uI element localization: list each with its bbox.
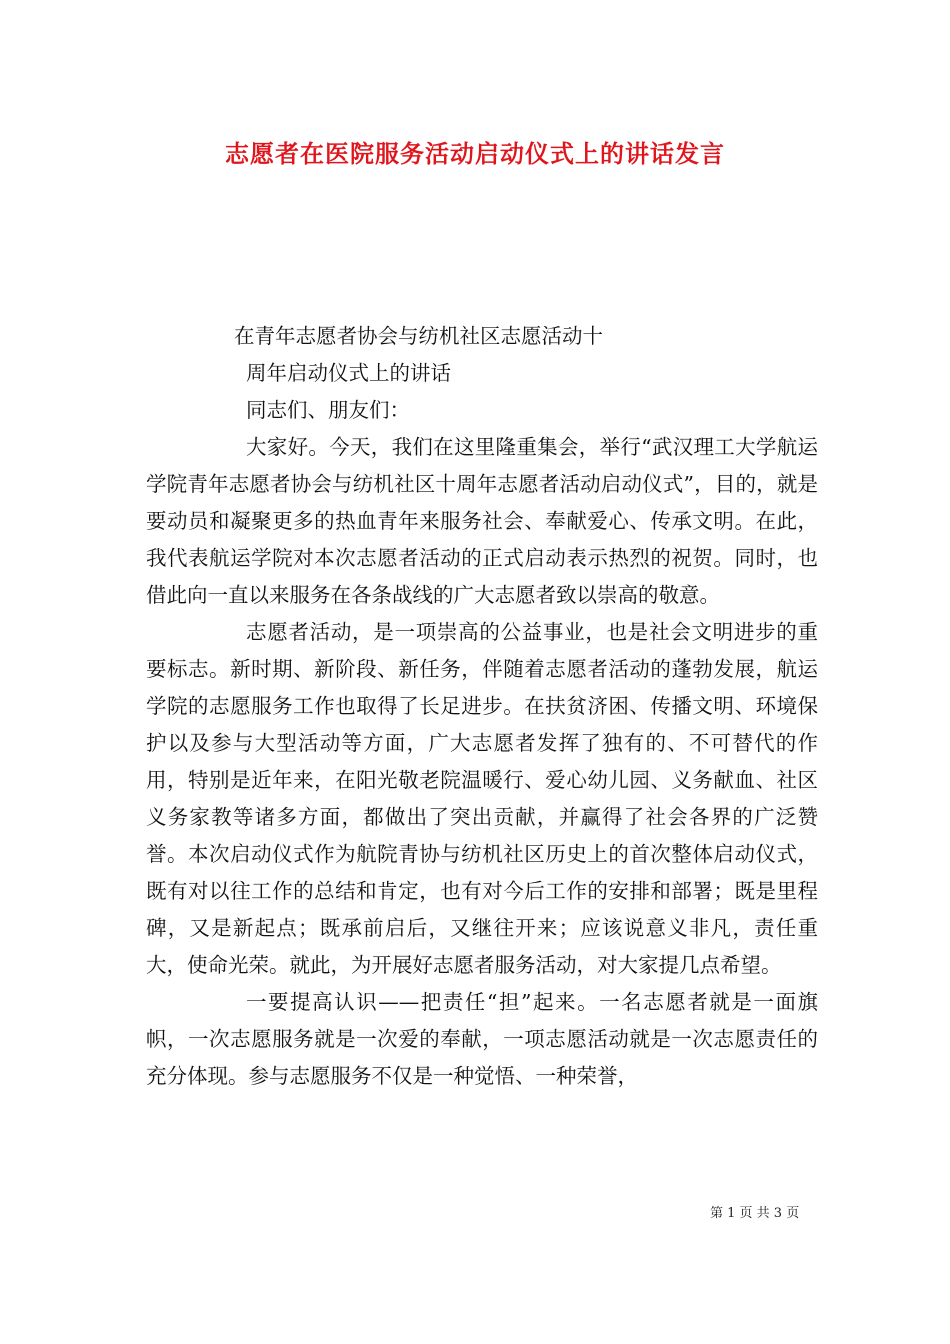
page-number-footer: 第 1 页 共 3 页 — [710, 1206, 800, 1221]
paragraph-1: 大家好。今天，我们在这里隆重集会，举行“武汉理工大学航运学院青年志愿者协会与纺机社区十周年志愿者活动启动仪式”，目的，就是要动员和凝聚更多的热血青年来服务社会、奉献爱心、传承文明。在此，我代表航运学院对本次志愿者活动的正式启动表示热烈的祝贺。同时，也借此向一直以来服务在各条战线的广大志愿者致以崇高的敬意。 — [146, 435, 818, 607]
document-body — [146, 318, 818, 1095]
document-title: 志愿者在医院服务活动启动仪式上的讲话发言 — [225, 139, 725, 168]
paragraph-3: 一要提高认识——把责任“担”起来。一名志愿者就是一面旗帜，一次志愿服务就是一次爱的奉献，一项志愿活动就是一次志愿责任的充分体现。参与志愿服务不仅是一种觉悟、一种荣誉， — [146, 990, 818, 1088]
salutation: 同志们、朋友们： — [246, 398, 410, 422]
paragraph-2: 志愿者活动，是一项崇高的公益事业，也是社会文明进步的重要标志。新时期、新阶段、新任务，伴随着志愿者活动的蓬勃发展，航运学院的志愿服务工作也取得了长足进步。在扶贫济困、传播文明、环境保护以及参与大型活动等方面，广大志愿者发挥了独有的、不可替代的作用，特别是近年来，在阳光敬老院温暖行、爱心幼儿园、义务献血、社区义务家教等诸多方面，都做出了突出贡献，并赢得了社会各界的广泛赞誉。本次启动仪式作为航院青协与纺机社区历史上的首次整体启动仪式，既有对以往工作的总结和肯定，也有对今后工作的安排和部署；既是里程碑，又是新起点；既承前启后，又继往开来；应该说意义非凡，责任重大，使命光荣。就此，为开展好志愿者服务活动，对大家提几点希望。 — [146, 620, 818, 977]
speech-heading-line-1: 在青年志愿者协会与纺机社区志愿活动十 — [234, 324, 603, 348]
speech-heading-line-2: 周年启动仪式上的讲话 — [246, 361, 451, 385]
